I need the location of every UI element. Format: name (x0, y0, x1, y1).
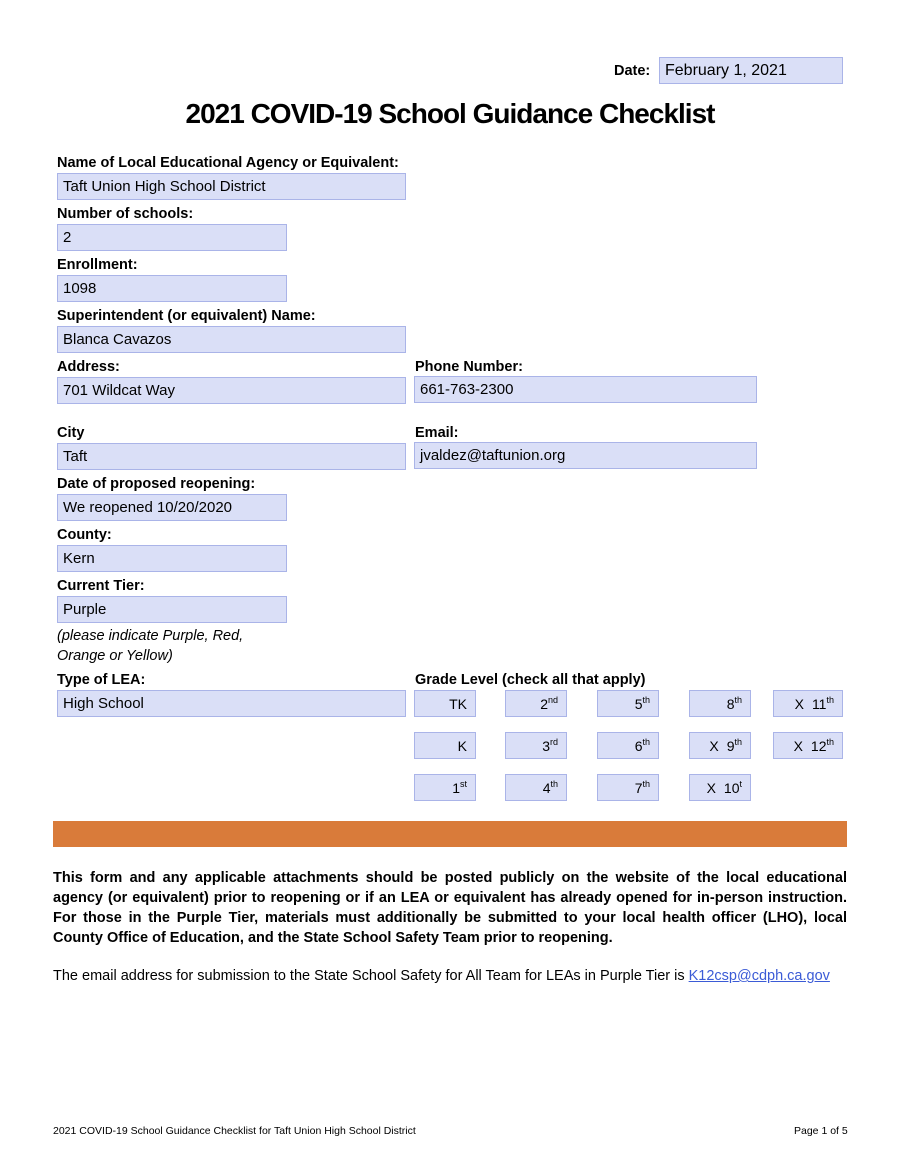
grade-checkbox-10[interactable] (689, 774, 751, 801)
email-label: Email: (415, 425, 459, 441)
grade-label: 8 (726, 696, 735, 712)
grade-checkbox-8[interactable] (689, 690, 751, 717)
grade-label: 9 (726, 738, 735, 754)
section-divider-bar (53, 821, 847, 847)
lea-name-field[interactable]: Taft Union High School District (57, 173, 406, 200)
grade-suffix: th (826, 737, 834, 747)
reopen-date-field[interactable]: We reopened 10/20/2020 (57, 494, 287, 521)
grade-label: 10 (723, 780, 740, 796)
submission-email-text: The email address for submission to the State School Safety for All Team for LEAs in Purple Tier is (53, 968, 685, 984)
grade-checkbox-4[interactable] (505, 774, 567, 801)
grade-level-label: Grade Level (check all that apply) (415, 672, 646, 688)
instructions-paragraph: This form and any applicable attachments should be posted publicly on the website of the local educational agency (or equivalent) prior to reopening or if an LEA or equivalent has already opened for in-person instruction. For those in the Purple Tier, materials must additionally be submitted to your local health officer (LHO), local County Office of Education, and the State School Safety Team prior to reopening. (53, 870, 847, 946)
grade-suffix: st (459, 779, 467, 789)
tier-field[interactable]: Purple (57, 596, 287, 623)
grade-checkbox-1[interactable] (414, 774, 476, 801)
superintendent-field[interactable]: Blanca Cavazos (57, 326, 406, 353)
submission-email-sentence (53, 966, 830, 986)
check-mark: X (794, 696, 804, 712)
grade-checkbox-9[interactable] (689, 732, 751, 759)
grade-label: 7 (634, 780, 643, 796)
grade-label: 11 (811, 696, 827, 712)
grade-suffix: th (642, 737, 650, 747)
lea-type-field[interactable]: High School (57, 690, 406, 717)
grade-label: TK (449, 696, 467, 712)
grade-checkbox-7[interactable] (597, 774, 659, 801)
address-label: Address: (57, 359, 120, 375)
address-field[interactable]: 701 Wildcat Way (57, 377, 406, 404)
grade-checkbox-k[interactable] (414, 732, 476, 759)
check-mark: X (709, 738, 719, 754)
grade-label: 3 (542, 738, 550, 754)
enrollment-label: Enrollment: (57, 257, 138, 273)
phone-label: Phone Number: (415, 359, 523, 375)
grade-suffix: th (826, 695, 834, 705)
grade-suffix: t (739, 779, 742, 789)
grade-checkbox-5[interactable] (597, 690, 659, 717)
grade-checkbox-11[interactable] (773, 690, 843, 717)
grade-label: K (457, 738, 467, 754)
check-mark: X (706, 780, 716, 796)
footer-document-title: 2021 COVID-19 School Guidance Checklist for Taft Union High School District (53, 1125, 416, 1137)
county-label: County: (57, 527, 112, 543)
lea-name-label: Name of Local Educational Agency or Equivalent: (57, 155, 399, 171)
grade-label: 4 (542, 780, 551, 796)
grade-label: 6 (634, 738, 643, 754)
grade-suffix: rd (549, 737, 558, 747)
lea-type-label: Type of LEA: (57, 672, 146, 688)
check-mark: X (793, 738, 803, 754)
grade-suffix: nd (547, 695, 558, 705)
date-field[interactable]: February 1, 2021 (659, 57, 843, 84)
date-label: Date: (614, 63, 651, 79)
grade-label: 12 (810, 738, 827, 754)
grade-checkbox-6[interactable] (597, 732, 659, 759)
footer-page-number: Page 1 of 5 (794, 1125, 848, 1137)
grade-suffix: th (734, 695, 742, 705)
tier-note-line1: (please indicate Purple, Red, (57, 628, 244, 644)
grade-checkbox-2[interactable] (505, 690, 567, 717)
grade-suffix: th (734, 737, 742, 747)
phone-field[interactable]: 661-763-2300 (414, 376, 757, 403)
num-schools-field[interactable]: 2 (57, 224, 287, 251)
grade-checkbox-3[interactable] (505, 732, 567, 759)
grade-suffix: th (550, 779, 558, 789)
submission-email-link[interactable]: K12csp@cdph.ca.gov (688, 968, 830, 984)
city-field[interactable]: Taft (57, 443, 406, 470)
city-label: City (57, 425, 85, 441)
grade-checkbox-tk[interactable] (414, 690, 476, 717)
grade-label: 5 (634, 696, 643, 712)
grade-label: 1 (452, 780, 460, 796)
num-schools-label: Number of schools: (57, 206, 194, 222)
tier-note-line2: Orange or Yellow) (57, 648, 173, 664)
grade-suffix: th (642, 779, 650, 789)
county-field[interactable]: Kern (57, 545, 287, 572)
superintendent-label: Superintendent (or equivalent) Name: (57, 308, 316, 324)
grade-checkbox-12[interactable] (773, 732, 843, 759)
enrollment-field[interactable]: 1098 (57, 275, 287, 302)
email-field[interactable]: jvaldez@taftunion.org (414, 442, 757, 469)
tier-label: Current Tier: (57, 578, 145, 594)
page-title: 2021 COVID-19 School Guidance Checklist (185, 98, 715, 129)
reopen-date-label: Date of proposed reopening: (57, 476, 256, 492)
grade-label: 2 (540, 696, 548, 712)
grade-suffix: th (642, 695, 650, 705)
